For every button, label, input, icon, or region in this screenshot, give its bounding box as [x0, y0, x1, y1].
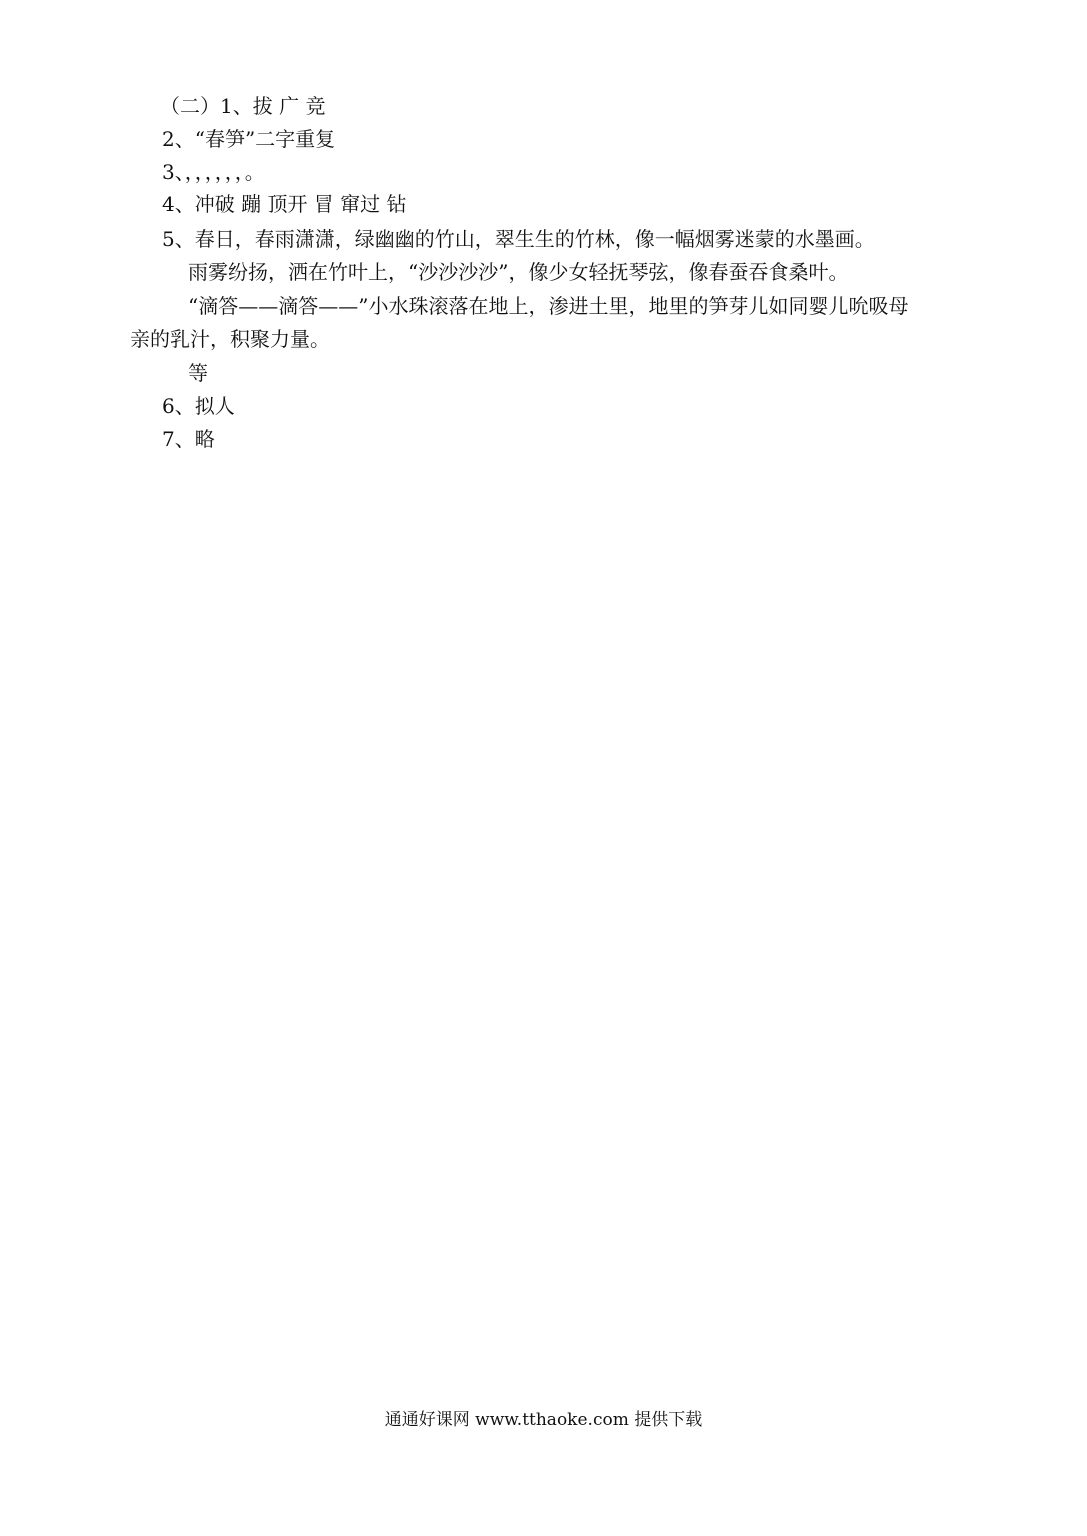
answer-line-q5-etc: 等: [188, 361, 208, 385]
page-footer: 通通好课网 www.tthaoke.com 提供下载: [384, 1410, 703, 1430]
answer-line-q2: 2、“春笋”二字重复: [162, 127, 336, 151]
answer-line-q5-cont-3: 亲的乳汁，积聚力量。: [130, 327, 330, 351]
answer-line-q4: 4、冲破 蹦 顶开 冒 窜过 钻: [162, 192, 407, 216]
answer-line-q6: 6、拟人: [162, 394, 235, 418]
answer-line-q5: 5、春日，春雨潇潇，绿幽幽的竹山，翠生生的竹林，像一幅烟雾迷蒙的水墨画。: [162, 227, 875, 251]
answer-line-section-two-q1: （二）1、拔 广 竞: [160, 94, 326, 118]
answer-line-q5-cont-1: 雨雾纷扬，洒在竹叶上，“沙沙沙沙”，像少女轻抚琴弦，像春蚕吞食桑叶。: [188, 260, 849, 284]
answer-line-q5-cont-2: “滴答——滴答——”小水珠滚落在地上，渗进土里，地里的笋芽儿如同婴儿吮吸母: [188, 294, 909, 318]
answer-line-q3: 3、，，，，，，。: [162, 160, 265, 184]
answer-line-q7: 7、略: [162, 427, 215, 451]
